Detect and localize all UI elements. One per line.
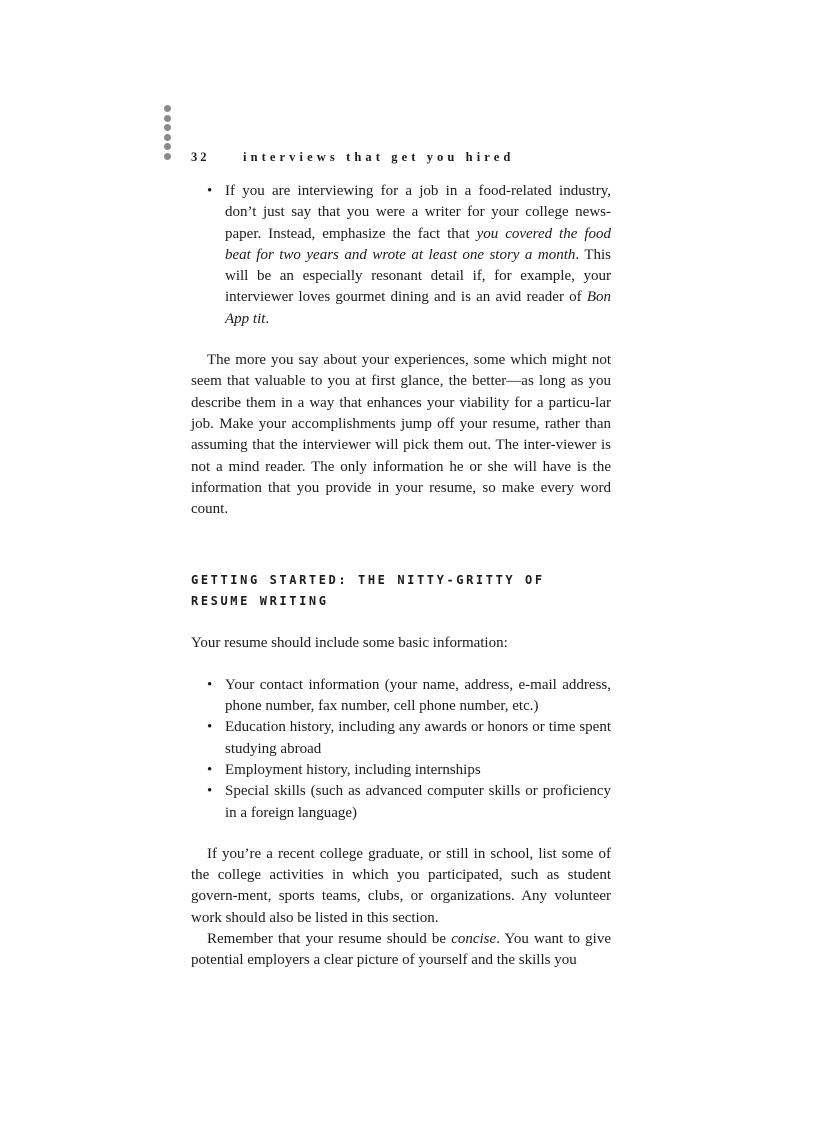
bullet-emphasis: you covered the food beat for two years and wrote at least one story a month (225, 225, 611, 263)
section-heading-line: GETTING STARTED: THE NITTY-GRITTY OF (191, 573, 545, 588)
running-title: interviews that get you hired (243, 150, 515, 164)
page-number: 32 (191, 150, 210, 164)
food-industry-list (191, 181, 611, 330)
list-item: • Your contact information (your name, address, e-mail address, phone number, fax number, cell phone number, etc.) (191, 675, 611, 718)
section-heading (191, 570, 611, 612)
list-item: • Education history, including any awards or honors or time spent studying abroad (191, 717, 611, 760)
bullet-text-end: . (265, 310, 270, 327)
dot-icon (164, 115, 171, 122)
paragraph-text: Remember that your resume should be (207, 931, 452, 948)
paragraph-college: If you’re a recent college graduate, or still in school, list some of the college activities in which you participated, such as student govern-ment, sports teams, clubs, or organizations. Any volunteer work should also be listed in this section. (191, 845, 611, 926)
list-item (191, 181, 611, 330)
list-item: • Special skills (such as advanced computer skills or proficiency in a foreign language) (191, 781, 611, 824)
bullet-text: If you are interviewing for a job in a food-related industry, don’t just say that you were a writer for your college news-paper. Instead, emphasize the fact that (225, 183, 611, 242)
decorative-dots (164, 105, 174, 162)
list-item: • Employment history, including internships (191, 760, 611, 781)
running-head (191, 150, 621, 168)
dot-icon (164, 143, 171, 150)
paragraph-experiences: The more you say about your experiences, some which might not seem that valuable to you at first glance, the better—as long as you describe them in a way that enhances your viability for a particu-lar job. Make your accomplishments jump off your resume, rather than assuming that the interviewer will pick them out. The inter-viewer is not a mind reader. The only information he or she will have is the information that you provide in your resume, so make every word count. (191, 352, 611, 518)
dot-icon (164, 105, 171, 112)
dot-icon (164, 153, 171, 160)
bullet-text: . This will be an especially resonant detail if, for example, your interviewer loves gourmet dining and is an avid reader of (225, 246, 611, 306)
paragraph-concise (191, 929, 611, 972)
intro-paragraph: Your resume should include some basic information: (191, 635, 508, 652)
page-content (191, 181, 611, 972)
section-heading-line: RESUME WRITING (191, 594, 329, 609)
magazine-title: Bon App tit (225, 289, 611, 327)
basic-information-list (191, 675, 611, 824)
emphasis-concise: concise (451, 931, 497, 948)
dot-icon (164, 124, 171, 131)
dot-icon (164, 134, 171, 141)
paragraph-text: . You want to give potential employers a clear picture of yourself and the skills you (191, 931, 611, 969)
